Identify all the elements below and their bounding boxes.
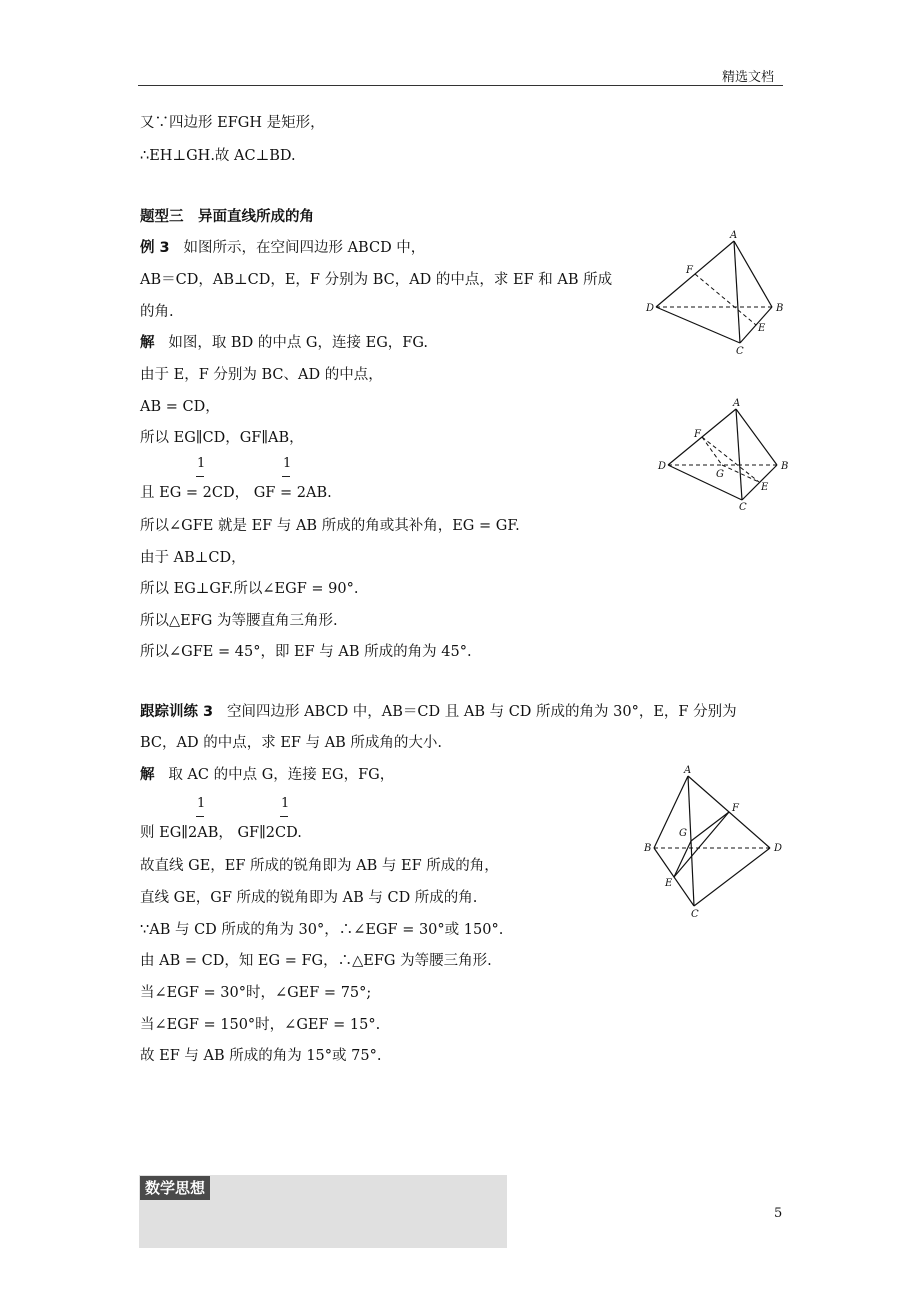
tetrahedron-figure-1: [640, 228, 790, 356]
tracking-frac1-bar: [196, 816, 204, 817]
tracking-solution-line-5: 由 AB = CD，知 EG = FG，∴△EFG 为等腰三角形.: [140, 953, 492, 969]
page-number: 5: [774, 1206, 783, 1221]
fig3-label-e: E: [665, 878, 673, 889]
fig3-label-d: D: [774, 843, 783, 854]
example-solution-line-4: 所以 EG∥CD，GF∥AB，: [140, 430, 304, 446]
tracking-frac2-num: 1: [281, 796, 290, 811]
fig3-label-c: C: [691, 909, 699, 920]
example-frac2-bar: [282, 476, 290, 477]
fig1-label-c: C: [736, 346, 744, 357]
fig2-label-d: D: [658, 461, 667, 472]
tracking-solution-line-3: 直线 GE，GF 所成的锐角即为 AB 与 CD 所成的角.: [140, 890, 478, 906]
example-problem-line-1: 例 3 如图所示，在空间四边形 ABCD 中，: [140, 240, 426, 256]
intro-line-1: 又∵四边形 EFGH 是矩形，: [140, 115, 325, 131]
example-frac1-num: 1: [197, 456, 206, 471]
fig2-label-e: E: [761, 482, 769, 493]
tracking-frac2-bar: [280, 816, 288, 817]
tracking-fraction-line: 则 EG∥2AB， GF∥2CD.: [140, 825, 302, 841]
fig1-label-b: B: [776, 303, 784, 314]
example-solution-line-5: 所以∠GFE 就是 EF 与 AB 所成的角或其补角，EG = GF.: [140, 518, 520, 534]
fig2-label-b: B: [781, 461, 789, 472]
fig3-label-b: B: [644, 843, 652, 854]
fig2-label-c: C: [739, 502, 747, 513]
example-problem-line-2: AB＝CD，AB⊥CD，E，F 分别为 BC，AD 的中点，求 EF 和 AB 所成: [140, 272, 613, 288]
fig3-label-g: G: [679, 828, 687, 839]
fig1-label-f: F: [686, 265, 693, 276]
example-fraction-line: 且 EG = 2CD， GF = 2AB.: [140, 485, 332, 501]
example-solution-line-8: 所以△EFG 为等腰直角三角形.: [140, 613, 338, 629]
fig1-label-d: D: [646, 303, 655, 314]
fig2-label-a: A: [733, 398, 741, 409]
tetrahedron-figure-2: [650, 396, 800, 516]
example-frac2-num: 1: [283, 456, 292, 471]
tracking-solution-line-8: 故 EF 与 AB 所成的角为 15°或 75°.: [140, 1048, 382, 1064]
section-title: 题型三 异面直线所成的角: [140, 209, 314, 225]
tracking-solution-line-2: 故直线 GE，EF 所成的锐角即为 AB 与 EF 所成的角，: [140, 858, 499, 874]
example-solution-line-2: 由于 E，F 分别为 BC、AD 的中点，: [140, 367, 383, 383]
tracking-problem-line-2: BC，AD 的中点，求 EF 与 AB 所成角的大小.: [140, 735, 443, 751]
tracking-solution-line-6: 当∠EGF = 30°时，∠GEF = 75°;: [140, 985, 372, 1001]
tracking-problem-line-1: 跟踪训练 3 空间四边形 ABCD 中，AB＝CD 且 AB 与 CD 所成的角为 30°，E，F 分别为: [140, 704, 737, 720]
tracking-solution-label: 解: [140, 767, 155, 783]
fig3-label-f: F: [732, 803, 739, 814]
intro-line-2: ∴EH⊥GH.故 AC⊥BD.: [140, 148, 296, 164]
tetrahedron-figure-3: [640, 762, 790, 922]
header-label: 精选文档: [722, 70, 775, 85]
tracking-solution-line-1: 解 取 AC 的中点 G，连接 EG，FG，: [140, 767, 395, 783]
example-solution-line-6: 由于 AB⊥CD，: [140, 550, 246, 566]
header-divider: [138, 85, 783, 86]
example-solution-line-3: AB = CD，: [140, 399, 220, 415]
fig1-label-a: A: [730, 230, 738, 241]
tracking-frac1-num: 1: [197, 796, 206, 811]
example-problem-line-3: 的角.: [140, 304, 174, 320]
tracking-label: 跟踪训练 3: [140, 704, 214, 720]
example-frac1-bar: [196, 476, 204, 477]
math-thinking-label: 数学思想: [140, 1176, 210, 1200]
example-label: 例 3: [140, 240, 170, 256]
tracking-solution-line-7: 当∠EGF = 150°时，∠GEF = 15°.: [140, 1017, 381, 1033]
example-solution-line-7: 所以 EG⊥GF.所以∠EGF = 90°.: [140, 581, 359, 597]
tracking-solution-line-4: ∵AB 与 CD 所成的角为 30°，∴∠EGF = 30°或 150°.: [140, 922, 504, 938]
example-solution-line-9: 所以∠GFE = 45°，即 EF 与 AB 所成的角为 45°.: [140, 644, 472, 660]
fig2-label-g: G: [716, 469, 724, 480]
example-solution-label: 解: [140, 335, 155, 351]
fig1-label-e: E: [758, 323, 766, 334]
fig3-label-a: A: [684, 765, 692, 776]
fig2-label-f: F: [694, 429, 701, 440]
example-solution-line-1: 解 如图，取 BD 的中点 G，连接 EG，FG.: [140, 335, 429, 351]
